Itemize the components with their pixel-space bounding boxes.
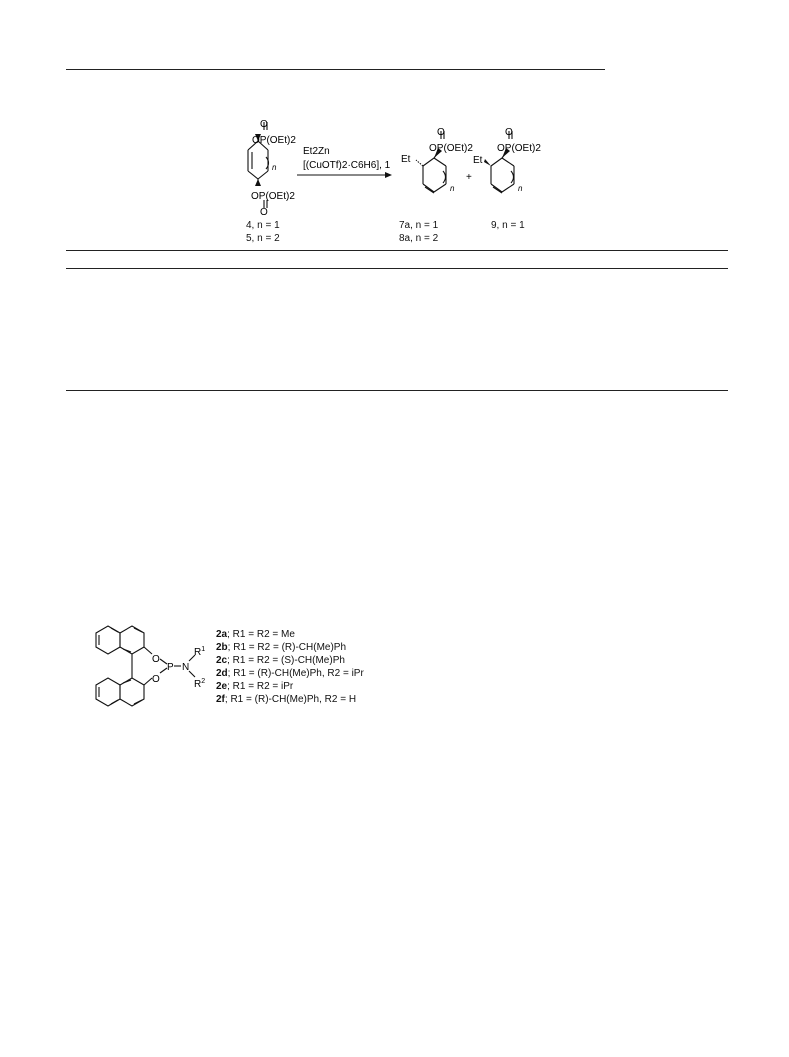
prod9-double-bond bbox=[493, 187, 502, 193]
atom-N: N bbox=[182, 662, 190, 673]
prod9-bracket bbox=[511, 171, 514, 183]
sm-bond bbox=[248, 171, 258, 179]
table-rule-2 bbox=[66, 268, 728, 269]
compound-label-8a: 8a, n = 2 bbox=[399, 233, 439, 244]
sm-wedge-bottom bbox=[255, 179, 261, 186]
prod9-et: Et bbox=[473, 155, 483, 166]
compound-label-7a: 7a, n = 1 bbox=[399, 220, 439, 231]
substituent-R2: $R^2$ bbox=[194, 678, 206, 690]
reaction-scheme bbox=[0, 0, 789, 260]
sm-ring-n: n bbox=[272, 163, 277, 172]
reagent-line-2: [(CuOTf)2·C6H6], 1 bbox=[303, 160, 391, 171]
ligand-entry-2a: 2a; R1 = R2 = Me bbox=[216, 629, 295, 640]
ligand-entry-2f: 2f; R1 = (R)-CH(Me)Ph, R2 = H bbox=[216, 694, 357, 705]
sm-top-group: OP(OEt)2 bbox=[252, 135, 296, 146]
ligand-entry-2e: 2e; R1 = R2 = iPr bbox=[216, 681, 294, 692]
prod-bond bbox=[423, 158, 434, 166]
prod-oxo: O bbox=[437, 127, 445, 138]
prod-bracket bbox=[443, 171, 446, 183]
ligand-entry-2d: 2d; R1 = (R)-CH(Me)Ph, R2 = iPr bbox=[216, 668, 364, 679]
prod-bond bbox=[434, 158, 446, 166]
prod9-group: OP(OEt)2 bbox=[497, 143, 541, 154]
prod9-bond bbox=[502, 184, 514, 192]
prod-bond bbox=[416, 160, 423, 166]
reagent-line-1: Et2Zn bbox=[303, 146, 330, 157]
prod-ring-n: n bbox=[450, 184, 455, 193]
prod9-bond bbox=[502, 158, 514, 166]
ligand-structure bbox=[0, 600, 789, 740]
plus-sign: + bbox=[466, 172, 472, 183]
arrow-head bbox=[385, 172, 392, 178]
lower-naphthyl-ring-a bbox=[96, 678, 120, 706]
sm-oxo-bottom: O bbox=[260, 207, 268, 218]
upper-naphthyl-ring-a bbox=[96, 626, 120, 654]
prod-bond bbox=[434, 184, 446, 192]
prod-bond bbox=[423, 184, 434, 192]
sm-bond bbox=[258, 171, 268, 179]
substituent-R1: $R^1$ bbox=[194, 646, 206, 658]
sm-oxo-top: O bbox=[260, 119, 268, 130]
ligand-entry-2c: 2c; R1 = R2 = (S)-CH(Me)Ph bbox=[216, 655, 345, 666]
prod9-bond bbox=[491, 184, 502, 192]
sm-bottom-group: OP(OEt)2 bbox=[251, 191, 295, 202]
table-rule-3 bbox=[66, 390, 728, 391]
atom-O-upper: O bbox=[152, 654, 160, 665]
prod-group: OP(OEt)2 bbox=[429, 143, 473, 154]
prod9-et-wedge bbox=[484, 159, 491, 166]
prod-double-bond bbox=[425, 187, 434, 193]
prod-et: Et bbox=[401, 154, 411, 165]
ligand-entry-2b: 2b; R1 = R2 = (R)-CH(Me)Ph bbox=[216, 642, 347, 653]
atom-P: P bbox=[167, 662, 174, 673]
prod9-ring-n: n bbox=[518, 184, 523, 193]
prod9-bond bbox=[491, 158, 502, 166]
atom-O-lower: O bbox=[152, 674, 160, 685]
compound-label-5: 5, n = 2 bbox=[246, 233, 280, 244]
compound-label-9: 9, n = 1 bbox=[491, 220, 525, 231]
compound-label-4: 4, n = 1 bbox=[246, 220, 280, 231]
prod9-oxo: O bbox=[505, 127, 513, 138]
